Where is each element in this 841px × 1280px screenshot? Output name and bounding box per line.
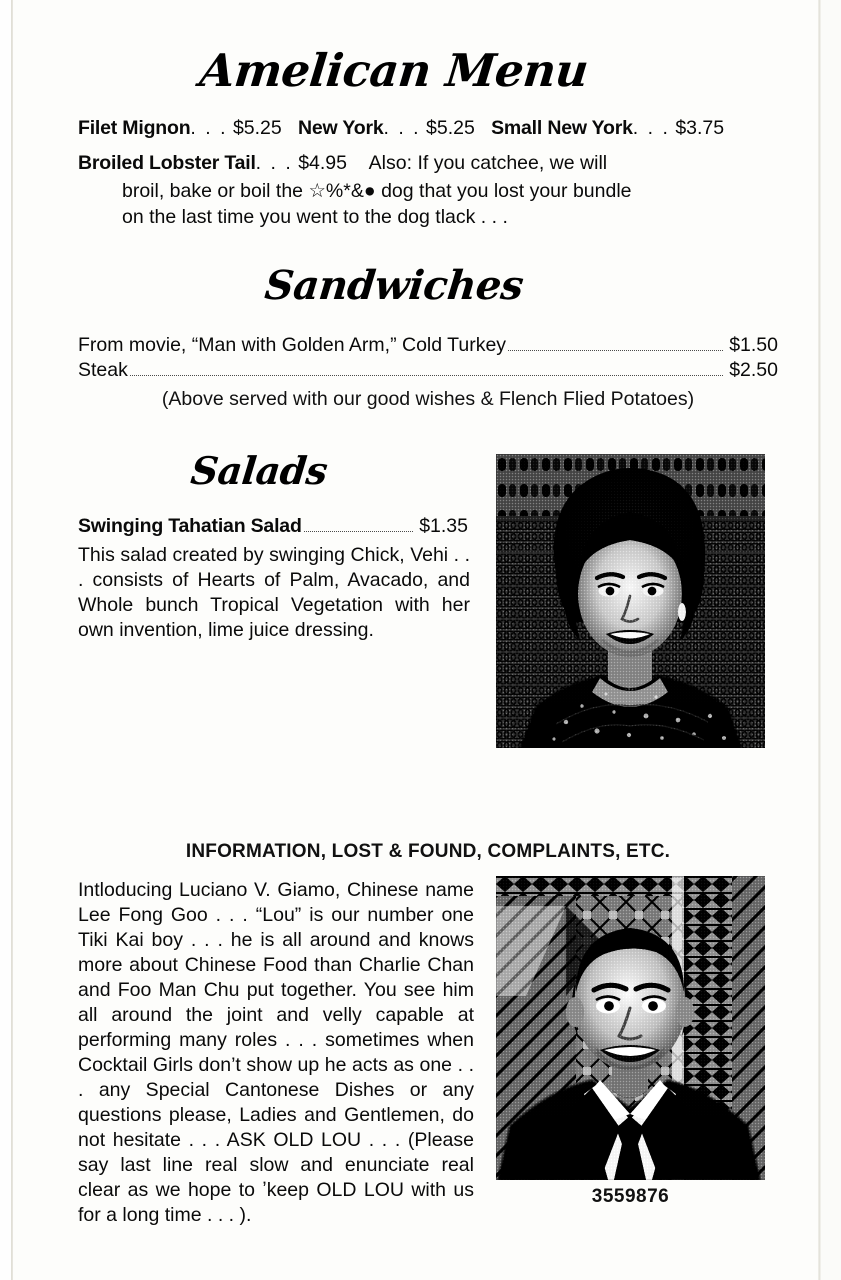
item-price-steak: $2.50 bbox=[729, 359, 778, 381]
section-title-sandwiches: Sandwiches bbox=[262, 262, 526, 309]
item-price-broiled-lobster-tail: $4.95 bbox=[298, 152, 347, 174]
information-heading: INFORMATION, LOST & FOUND, COMPLAINTS, ETC. bbox=[185, 841, 671, 862]
photo-caption-number: 3559876 bbox=[591, 1186, 670, 1207]
woman-portrait-photo bbox=[496, 454, 765, 748]
leader-dots: . . . bbox=[383, 117, 421, 139]
dotted-leader bbox=[508, 339, 723, 351]
page-left-edge-line bbox=[11, 0, 13, 1280]
leader-dots: . . . bbox=[190, 117, 228, 139]
dotted-leader bbox=[130, 364, 723, 376]
page-right-margin bbox=[821, 0, 841, 1280]
item-name-swinging-tahatian-salad: Swinging Tahatian Salad bbox=[78, 515, 302, 537]
item-name-cold-turkey: From movie, “Man with Golden Arm,” Cold Turkey bbox=[78, 334, 507, 356]
information-paragraph: Intloducing Luciano V. Giamo, Chinese name Lee Fong Goo . . . “Lou” is our number one Tiki Kai boy . . . he is all around and knows more about Chinese Food than Charlie Chan and Foo Man Chu put together. You see him all around the joint and velly capable at performing many roles . . . sometimes when Cocktail Girls don’t show up he acts as one . . . any Special Cantonese Dishes or any questions please, Ladies and Gentlemen, do not hesitate . . . ASK OLD LOU . . . (Please say last line real slow and enunciate real clear as we hope to ʼkeep OLD LOU with us for a long time . . . ). bbox=[78, 879, 474, 1226]
lobster-note-line-1: Also: If you catchee, we will bbox=[368, 152, 608, 174]
item-name-steak: Steak bbox=[78, 359, 128, 381]
page-left-margin bbox=[0, 0, 11, 1280]
item-name-small-new-york: Small New York bbox=[491, 117, 633, 139]
lobster-note-line-2-post: dog that you lost your bundle bbox=[375, 180, 632, 202]
sandwich-row-steak bbox=[78, 359, 778, 382]
grawlix-censor-text: ☆%*&● bbox=[308, 180, 376, 202]
item-price-new-york: $5.25 bbox=[426, 117, 475, 139]
item-name-broiled-lobster-tail: Broiled Lobster Tail bbox=[78, 152, 256, 174]
lobster-note-line-3: on the last time you went to the dog tlack . . . bbox=[122, 206, 508, 228]
salad-description: This salad created by swinging Chick, Vehi . . . consists of Hearts of Palm, Avacado, and Whole bunch Tropical Vegetation with her own invention, lime juice dressing. bbox=[78, 544, 470, 641]
leader-dots: . . . bbox=[632, 117, 670, 139]
menu-sheet bbox=[14, 0, 818, 1280]
sandwich-row-cold-turkey bbox=[78, 334, 778, 357]
item-price-small-new-york: $3.75 bbox=[675, 117, 725, 139]
item-price-filet-mignon: $5.25 bbox=[232, 117, 282, 139]
item-name-new-york: New York bbox=[298, 117, 384, 139]
sandwiches-footnote: (Above served with our good wishes & Flench Flied Potatoes) bbox=[161, 388, 695, 410]
steak-price-row bbox=[78, 117, 798, 140]
leader-dots: . . . bbox=[255, 152, 293, 174]
salad-row-swinging-tahatian bbox=[78, 515, 468, 538]
item-price-cold-turkey: $1.50 bbox=[729, 334, 778, 356]
section-title-salads: Salads bbox=[188, 448, 330, 493]
lobster-price-row bbox=[78, 152, 607, 175]
dotted-leader bbox=[304, 520, 414, 532]
man-portrait-photo bbox=[496, 876, 765, 1180]
item-name-filet-mignon: Filet Mignon bbox=[78, 117, 191, 139]
item-price-swinging-tahatian-salad: $1.35 bbox=[419, 515, 468, 537]
lobster-note-line-2-pre: broil, bake or boil the bbox=[122, 180, 309, 202]
lobster-note-line-2 bbox=[122, 179, 632, 203]
page-title-american-menu: Amelican Menu bbox=[197, 44, 591, 97]
